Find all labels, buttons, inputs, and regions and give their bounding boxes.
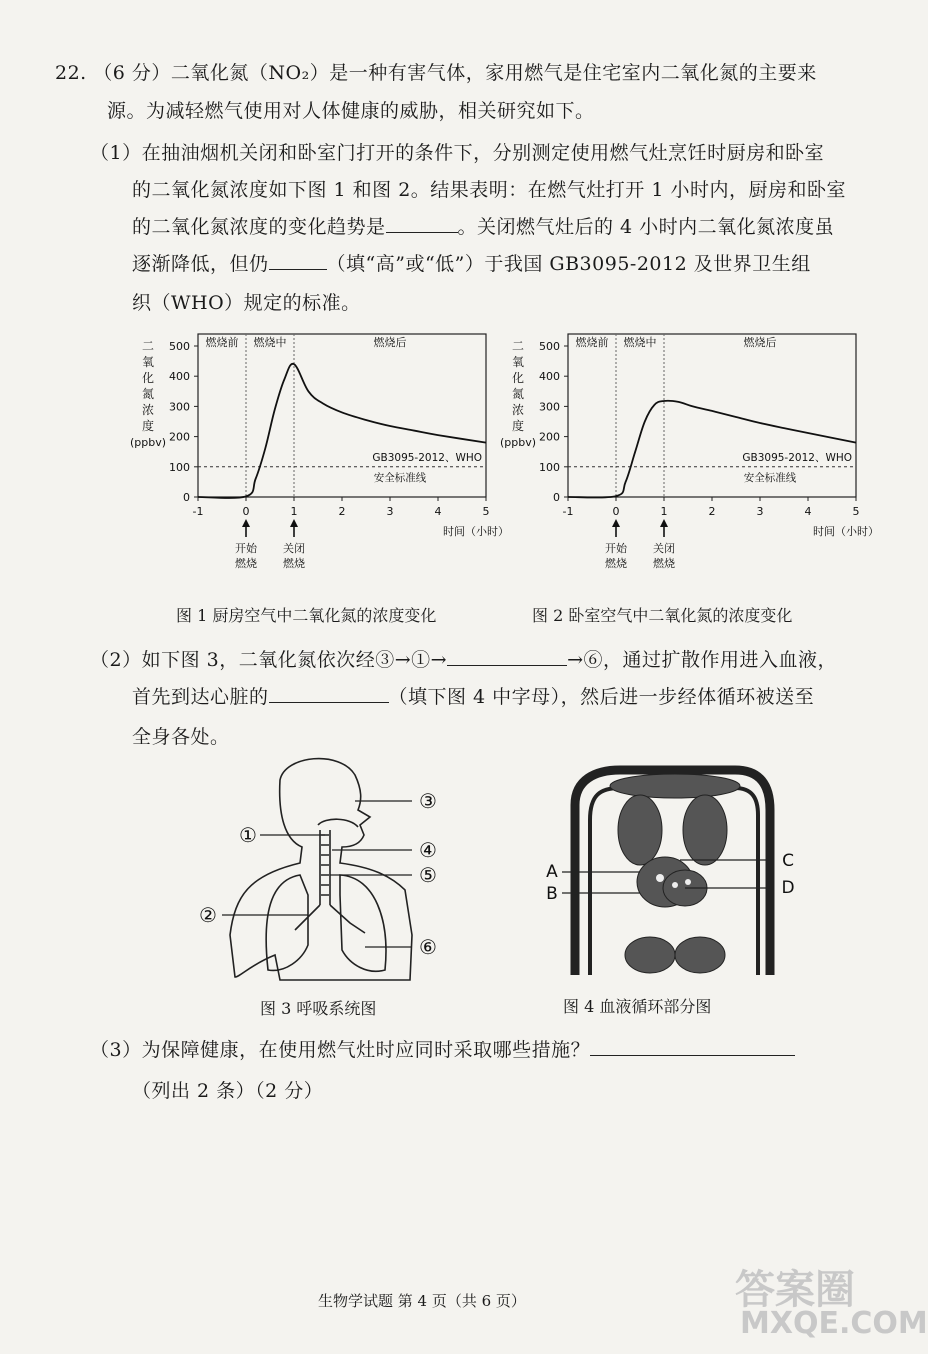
part2-line-2	[132, 682, 814, 709]
answer-blank-measures[interactable]	[590, 1037, 795, 1056]
y-tick-label: 100	[539, 460, 560, 474]
part2-line-1-text-a: （2）如下图 3，二氧化氮依次经③→①→	[90, 649, 448, 671]
y-tick-label: 0	[553, 491, 560, 504]
y-axis-label-char: 化	[141, 371, 155, 385]
y-axis-label-char: 化	[511, 371, 525, 385]
watermark-url: MXQE.COM	[740, 1306, 928, 1341]
x-tick-label: 3	[756, 505, 764, 518]
y-axis-label-char: 氧	[141, 355, 155, 369]
page-footer: 生物学试题 第 4 页（共 6 页）	[318, 1292, 526, 1310]
x-axis-label: 时间（小时）	[813, 525, 879, 538]
part2-line-3: 全身各处。	[132, 726, 230, 748]
part3-line-2: （列出 2 条）（2 分）	[132, 1080, 324, 1102]
event-label: 燃烧	[605, 557, 627, 570]
event-arrow-head	[290, 519, 298, 527]
y-tick-label: 500	[169, 340, 190, 353]
y-axis-label-char: 浓	[511, 403, 525, 417]
x-tick-label: 5	[482, 505, 490, 518]
fig3-label-4: ④	[419, 838, 437, 862]
part2-line-1-text-b: →⑥，通过扩散作用进入血液，	[567, 649, 837, 671]
part1-line-4-text-a: 逐渐降低，但仍	[132, 253, 269, 275]
figure-4-circulation-diagram	[540, 760, 820, 982]
fig4-label-b: B	[546, 884, 558, 904]
plot-frame	[198, 334, 486, 497]
fig4-label-a: A	[546, 862, 558, 882]
y-tick-label: 400	[169, 370, 190, 384]
answer-blank-heart-chamber[interactable]	[269, 684, 389, 703]
x-tick-label: 2	[708, 505, 716, 518]
part1-line-1: （1）在抽油烟机关闭和卧室门打开的条件下，分别测定使用燃气灶烹饪时厨房和卧室	[90, 142, 825, 164]
phase-label: 燃烧后	[743, 336, 777, 349]
answer-blank-high-low[interactable]	[269, 251, 327, 270]
answer-blank-pathway[interactable]	[447, 647, 567, 666]
x-tick-label: 0	[612, 505, 620, 518]
phase-label: 燃烧后	[373, 336, 407, 349]
event-label: 燃烧	[653, 557, 675, 570]
y-axis-label-char: 浓	[141, 403, 155, 417]
fig3-label-1: ①	[239, 823, 257, 847]
y-axis-label-unit: (ppbv)	[129, 436, 167, 449]
event-arrow-head	[612, 519, 620, 527]
no2-series-line	[198, 364, 486, 498]
figure-4-caption: 图 4 血液循环部分图	[563, 997, 712, 1016]
part1-line-2: 的二氧化氮浓度如下图 1 和图 2。结果表明：在燃气灶打开 1 小时内，厨房和卧室	[132, 179, 846, 201]
part1-line-4	[132, 249, 811, 276]
event-label: 开始	[235, 542, 257, 555]
figure-3-respiratory-diagram	[190, 755, 460, 990]
part3-line-1-text: （3）为保障健康，在使用燃气灶时应同时采取哪些措施？	[90, 1039, 591, 1061]
y-axis-label-char: 氧	[511, 355, 525, 369]
y-tick-label: 400	[539, 370, 560, 384]
part2-line-2-text-b: （填下图 4 中字母），然后进一步经体循环被送至	[388, 686, 815, 708]
y-axis-label-unit: (ppbv)	[499, 436, 537, 449]
y-axis-label-char: 二	[141, 339, 155, 353]
part1-line-3-text-b: 。关闭燃气灶后的 4 小时内二氧化氮浓度虽	[457, 216, 835, 238]
standard-line-label: GB3095-2012、WHO	[372, 451, 482, 464]
x-axis-label: 时间（小时）	[443, 525, 509, 538]
question-intro-line-1: 22. （6 分）二氧化氮（NO₂）是一种有害气体，家用燃气是住宅室内二氧化氮的主要来	[55, 62, 817, 84]
event-label: 燃烧	[283, 557, 305, 570]
event-label: 开始	[605, 542, 627, 555]
no2-series-line	[568, 401, 856, 498]
part1-line-3	[132, 212, 834, 239]
phase-label: 燃烧中	[253, 336, 287, 349]
chart-kitchen-no2	[110, 322, 509, 587]
standard-line-caption: 安全标准线	[373, 471, 427, 484]
event-arrow-head	[242, 519, 250, 527]
figure-3-caption: 图 3 呼吸系统图	[260, 999, 377, 1018]
x-tick-label: 0	[242, 505, 250, 518]
answer-blank-trend[interactable]	[386, 214, 458, 233]
part2-line-1	[90, 645, 837, 672]
y-tick-label: 200	[539, 430, 560, 444]
event-label: 关闭	[653, 542, 675, 555]
question-intro-line-2: 源。为减轻燃气使用对人体健康的威胁，相关研究如下。	[107, 100, 595, 122]
standard-line-label: GB3095-2012、WHO	[742, 451, 852, 464]
x-tick-label: 5	[852, 505, 860, 518]
y-tick-label: 100	[169, 460, 190, 474]
fig3-label-3: ③	[419, 789, 437, 813]
event-label: 燃烧	[235, 557, 257, 570]
y-axis-label-char: 氮	[511, 387, 525, 401]
y-tick-label: 500	[539, 340, 560, 353]
fig4-label-c: C	[782, 851, 794, 871]
y-tick-label: 300	[539, 400, 560, 414]
x-tick-label: -1	[192, 505, 204, 518]
part1-line-5: 织（WHO）规定的标准。	[132, 292, 361, 314]
phase-label: 燃烧中	[623, 336, 657, 349]
fig3-label-2: ②	[199, 903, 217, 927]
y-tick-label: 300	[169, 400, 190, 414]
fig3-label-5: ⑤	[419, 863, 437, 887]
y-tick-label: 0	[183, 491, 190, 504]
event-arrow-head	[660, 519, 668, 527]
part1-line-4-text-b: （填“高”或“低”）于我国 GB3095-2012 及世界卫生组	[326, 253, 811, 275]
x-tick-label: 1	[660, 505, 668, 518]
phase-label: 燃烧前	[205, 336, 239, 349]
watermark-logo: 答案圈	[735, 1267, 855, 1313]
standard-line-caption: 安全标准线	[743, 471, 797, 484]
y-axis-label-char: 度	[511, 419, 525, 433]
x-tick-label: 4	[434, 505, 442, 518]
fig4-label-d: D	[781, 878, 795, 898]
y-axis-label-char: 氮	[141, 387, 155, 401]
y-tick-label: 200	[169, 430, 190, 444]
part3-line-1	[90, 1035, 795, 1062]
x-tick-label: 2	[338, 505, 346, 518]
fig3-label-6: ⑥	[419, 935, 437, 959]
y-axis-label-char: 度	[141, 419, 155, 433]
plot-frame	[568, 334, 856, 497]
y-axis-label-char: 二	[511, 339, 525, 353]
event-label: 关闭	[283, 542, 305, 555]
part1-line-3-text-a: 的二氧化氮浓度的变化趋势是	[132, 216, 386, 238]
x-tick-label: -1	[562, 505, 574, 518]
part2-line-2-text-a: 首先到达心脏的	[132, 686, 269, 708]
x-tick-label: 3	[386, 505, 394, 518]
x-tick-label: 1	[290, 505, 298, 518]
phase-label: 燃烧前	[575, 336, 609, 349]
chart-bedroom-no2	[480, 322, 879, 587]
figure-2-caption: 图 2 卧室空气中二氧化氮的浓度变化	[532, 606, 793, 625]
figure-1-caption: 图 1 厨房空气中二氧化氮的浓度变化	[176, 606, 437, 625]
x-tick-label: 4	[804, 505, 812, 518]
